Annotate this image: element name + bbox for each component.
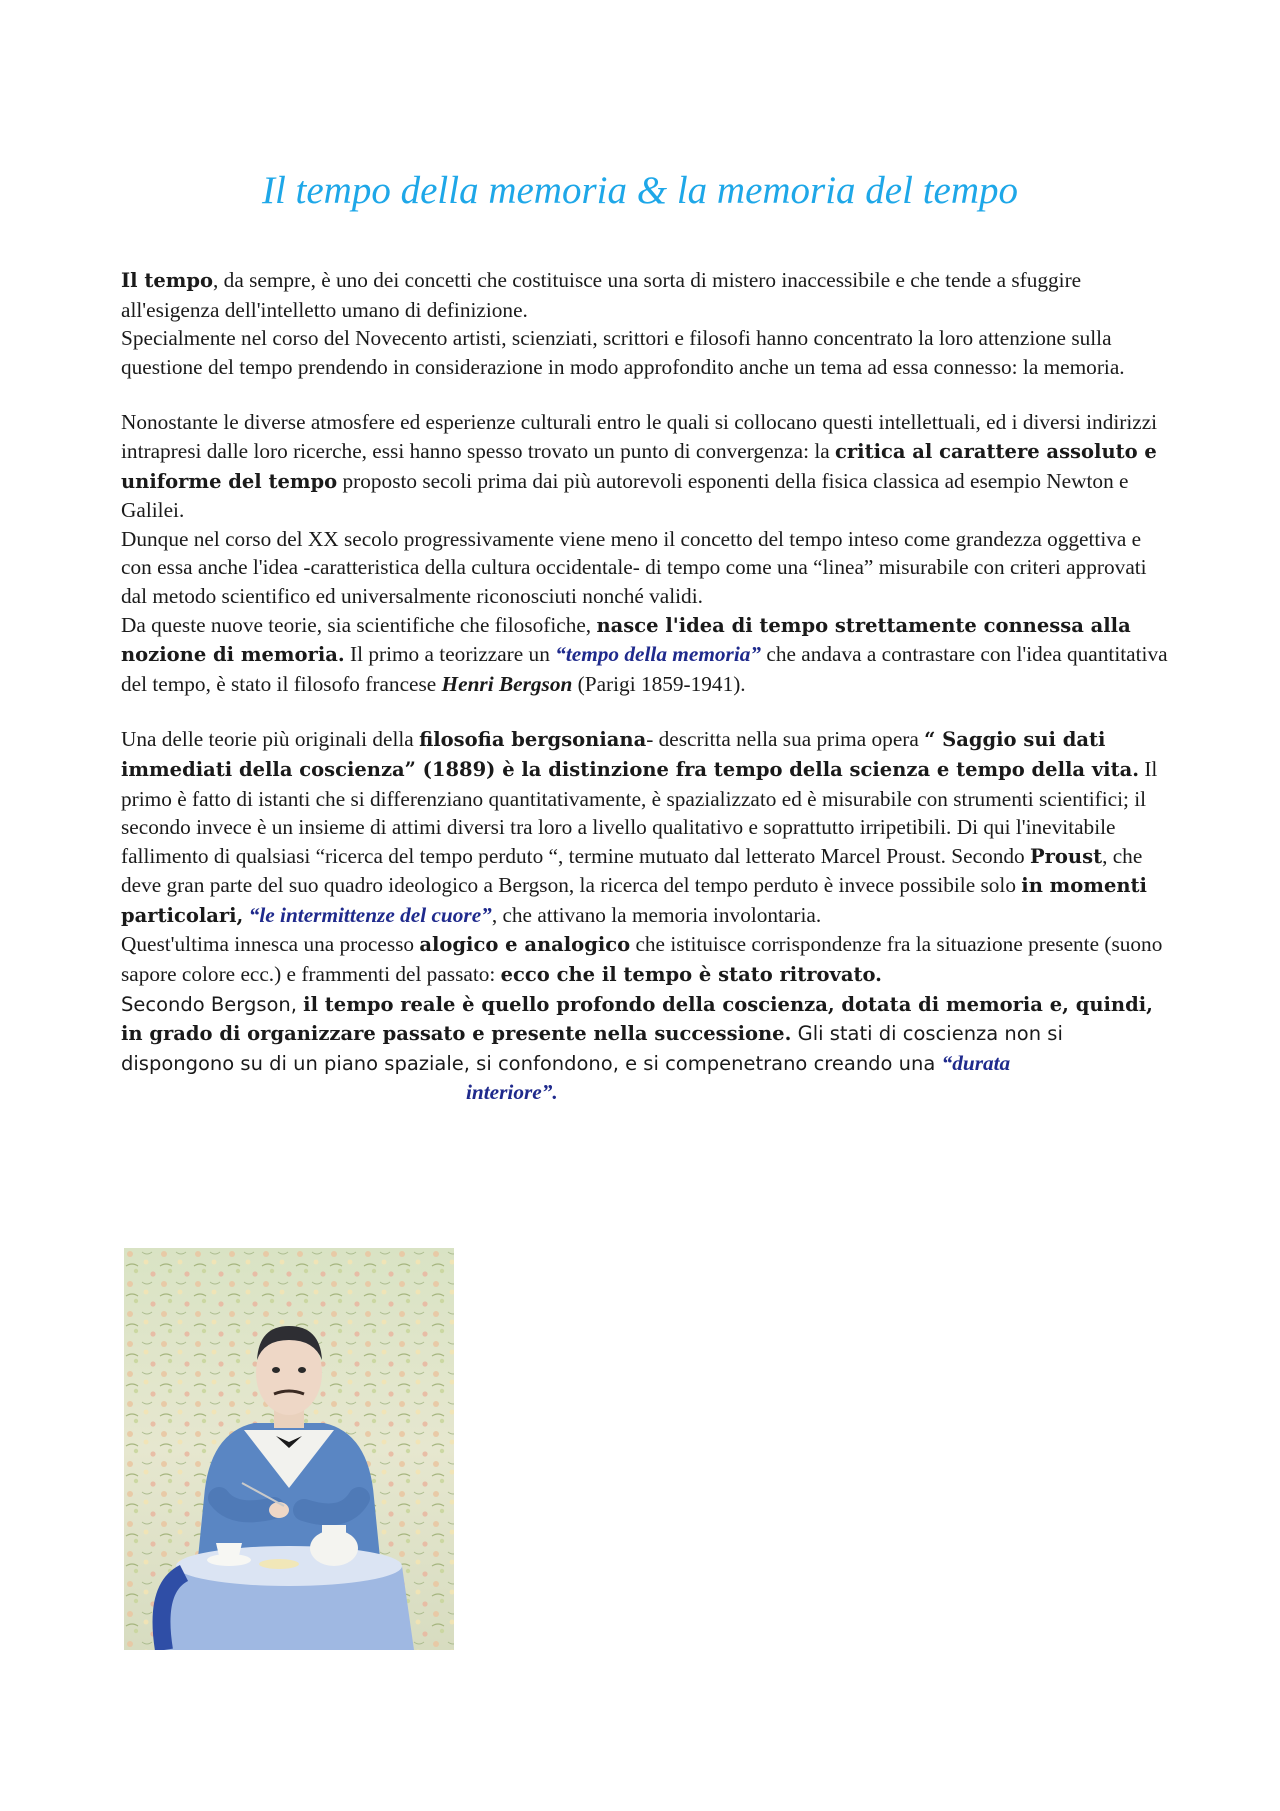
quote-phrase: “le intermittenze del cuore”: [248, 902, 492, 927]
text-span: che andava a contrastare con l'idea quantitativa del tempo, è stato il filosofo francese: [121, 642, 1168, 696]
bold-phrase: alogico e analogico: [419, 933, 631, 957]
text-span: Nonostante le diverse atmosfere ed esperienze culturali entro le quali si collocano questi intellettuali, ed i diversi indirizzi intrapresi dalle loro ricerche, essi hanno spesso trovato un punto di convergenza: la: [121, 410, 1158, 463]
quote-phrase: interiore”.: [466, 1080, 558, 1105]
text-span: che istituisce corrispondenze fra la situazione presente (suono sapore colore ecc.) e frammenti del passato:: [121, 932, 1163, 987]
paragraph-intro: [121, 266, 1171, 324]
text-span: Secondo Bergson,: [121, 992, 304, 1016]
text-span: proposto secoli prima dai più autorevoli esponenti della fisica classica ad esempio Newton e Galilei.: [121, 468, 1129, 523]
quote-phrase: “durata: [941, 1050, 1011, 1075]
text-span: Quest'ultima innesca una processo: [121, 932, 420, 957]
document-body: [121, 266, 1171, 1107]
text-span: (Parigi 1859-1941).: [572, 671, 746, 696]
bold-phrase: nasce l'idea di tempo strettamente connessa alla nozione di memoria.: [121, 613, 1131, 667]
bold-phrase: “ Saggio sui dati immediati della coscienza” (1889) è la distinzione fra tempo della scienza e tempo della vita.: [121, 728, 1139, 781]
text-span: - descritta nella sua prima opera: [646, 727, 925, 752]
paragraph-gap: [121, 381, 1171, 408]
bold-phrase: filosofia bergsoniana: [419, 728, 647, 752]
text-span: Il primo è fatto di istanti che si differenziano quantitativamente, è spazializzato ed è misurabile con strumenti scientifici; il secondo invece è un insieme di attimi diversi tra loro a livello qualitativo e soprattutto irripetibili. Di qui l'inevitabile fallimento di qualsiasi “ricerca del tempo perduto “, termine mutuato dal letterato Marcel Proust. Secondo: [121, 756, 1158, 868]
paragraph-durata: [121, 990, 1171, 1107]
bold-phrase: Proust: [1029, 844, 1103, 868]
bold-phrase: critica al carattere assoluto e uniforme del tempo: [121, 439, 1157, 493]
author-name: Henri Bergson: [441, 671, 573, 696]
text-span: Specialmente nel corso del Novecento artisti, scienziati, scrittori e filosofi hanno concentrato la loro attenzione sulla questione del tempo prendendo in considerazione in modo approfondito anche un tema ad essa connesso: la memoria.: [121, 326, 1125, 379]
text-span: , che deve gran parte del suo quadro ideologico a Bergson, la ricerca del tempo perduto è invece possibile solo: [121, 843, 1143, 898]
bold-phrase: in momenti particolari,: [121, 874, 1147, 927]
paragraph-bergsonian: [121, 725, 1171, 930]
paragraph-bergson-intro: [121, 611, 1171, 699]
proust-painting: [124, 1248, 454, 1650]
bold-phrase: il tempo reale è quello profondo della coscienza, dotata di memoria e, quindi, in grado di organizzare passato e presente nella successione.: [121, 992, 1153, 1046]
quote-phrase: “tempo della memoria”: [555, 642, 762, 667]
text-span: Una delle teorie più originali della: [121, 727, 420, 752]
paragraph-convergence: [121, 408, 1171, 524]
paragraph-xx-secolo: [121, 525, 1171, 611]
paragraph-alogico: [121, 930, 1171, 989]
bold-phrase: ecco che il tempo è stato ritrovato.: [500, 963, 882, 987]
text-span: Da queste nuove teorie, sia scientifiche che filosofiche,: [121, 612, 597, 637]
text-span: , che attivano la memoria involontaria.: [491, 902, 822, 927]
bold-phrase: Il tempo: [121, 269, 214, 292]
text-span: Dunque nel corso del XX secolo progressivamente viene meno il concetto del tempo inteso come grandezza oggettiva e con essa anche l'idea -caratteristica della cultura occidentale- di tempo come una “linea” misurabile con criteri approvati dal metodo scientifico ed universalmente riconosciuti nonché validi.: [121, 526, 1147, 608]
text-span: , da sempre, è uno dei concetti che costituisce una sorta di mistero inaccessibile e che tende a sfuggire all'esigenza dell'intelletto umano di definizione.: [121, 268, 1082, 322]
text-span: Il primo a teorizzare un: [344, 642, 556, 667]
paragraph-gap: [121, 698, 1171, 725]
page-title: Il tempo della memoria & la memoria del tempo: [261, 169, 1019, 212]
paragraph-novecento: [121, 324, 1171, 381]
text-span: Gli stati di coscienza non si dispongono su di un piano spaziale, si confondono, e si compenetrano creando una: [121, 1022, 1063, 1075]
